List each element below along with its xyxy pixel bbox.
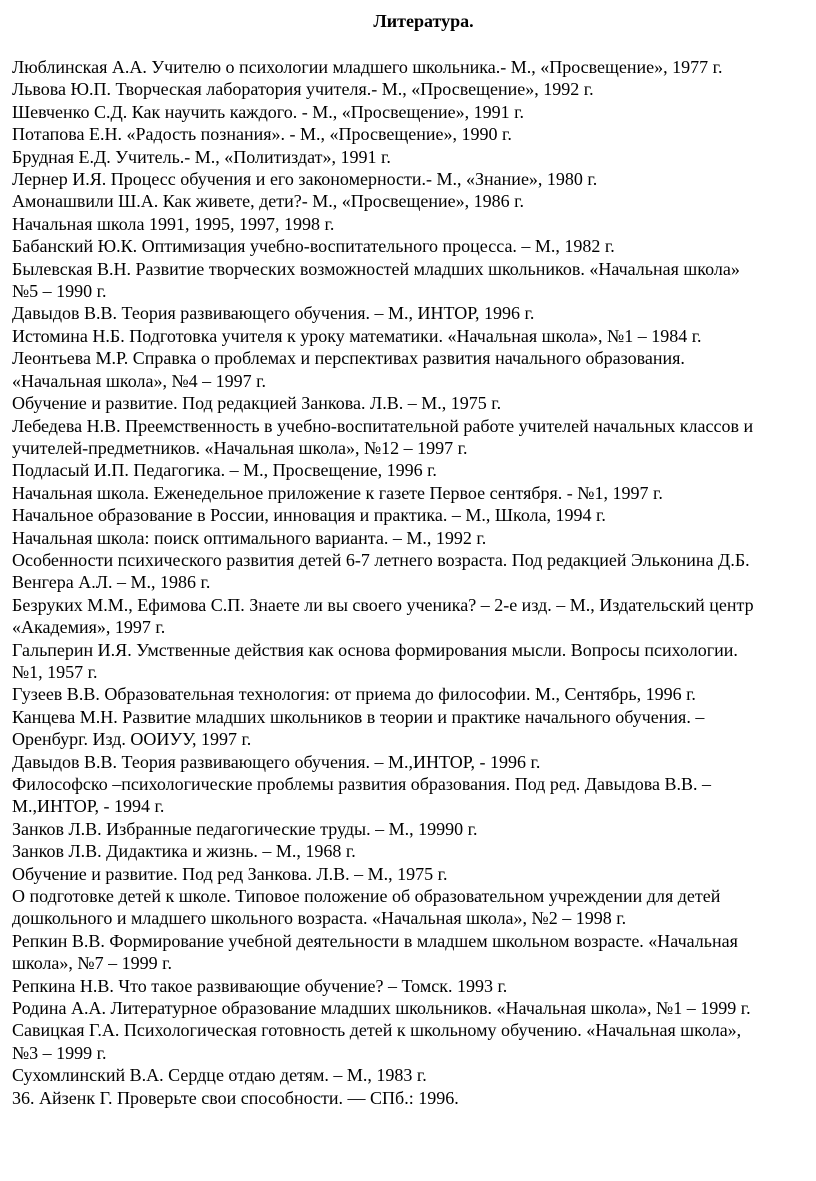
reference-line: Подласый И.П. Педагогика. – М., Просвещение, 1996 г. xyxy=(12,460,437,481)
reference-item xyxy=(12,347,816,392)
reference-continuation-line: М.,ИНТОР, - 1994 г. xyxy=(12,796,165,817)
reference-continuation-line: дошкольного и младшего школьного возраста. «Начальная школа», №2 – 1998 г. xyxy=(12,908,627,929)
reference-item xyxy=(12,482,816,504)
reference-item xyxy=(12,885,816,930)
reference-line: Особенности психического развития детей 6-7 летнего возраста. Под редакцией Эльконина Д.Б. xyxy=(12,549,750,570)
reference-item xyxy=(12,930,816,975)
reference-line: Канцева М.Н. Развитие младших школьников в теории и практике начального обучения. – xyxy=(12,706,705,727)
reference-line: Былевская В.Н. Развитие творческих возможностей младших школьников. «Начальная школа» xyxy=(12,258,740,279)
reference-continuation-line: №3 – 1999 г. xyxy=(12,1042,107,1063)
page-title: Литература. xyxy=(373,11,474,31)
reference-line: Философско –психологические проблемы развития образования. Под ред. Давыдова В.В. – xyxy=(12,774,712,794)
reference-line: Амонашвили Ш.А. Как живете, дети?- М., «Просвещение», 1986 г. xyxy=(12,191,524,212)
reference-item xyxy=(12,773,816,818)
reference-line: Леонтьева М.Р. Справка о проблемах и перспективах развития начального образования. xyxy=(12,348,685,369)
reference-item xyxy=(12,527,816,549)
reference-item xyxy=(12,235,816,257)
reference-item xyxy=(12,101,816,123)
reference-line: Львова Ю.П. Творческая лаборатория учителя.- М., «Просвещение», 1992 г. xyxy=(12,79,594,100)
reference-line: Родина А.А. Литературное образование младших школьников. «Начальная школа», №1 – 1999 г. xyxy=(12,998,751,1019)
reference-continuation-line: «Академия», 1997 г. xyxy=(12,617,166,638)
reference-continuation-line: №5 – 1990 г. xyxy=(12,281,107,302)
reference-line: Гальперин И.Я. Умственные действия как основа формирования мысли. Вопросы психологии. xyxy=(12,639,738,660)
reference-line: Лернер И.Я. Процесс обучения и его закономерности.- М., «Знание», 1980 г. xyxy=(12,169,598,190)
reference-line: Потапова Е.Н. «Радость познания». - М., «Просвещение», 1990 г. xyxy=(12,124,512,145)
reference-line: Начальное образование в России, инновация и практика. – М., Школа, 1994 г. xyxy=(12,505,606,526)
reference-item xyxy=(12,504,816,526)
reference-line: Люблинская А.А. Учителю о психологии младшего школьника.- М., «Просвещение», 1977 г. xyxy=(12,57,723,77)
reference-item xyxy=(12,1087,816,1109)
reference-item xyxy=(12,123,816,145)
reference-line: Сухомлинский В.А. Сердце отдаю детям. – М., 1983 г. xyxy=(12,1065,427,1086)
reference-continuation-line: «Начальная школа», №4 – 1997 г. xyxy=(12,370,267,391)
reference-continuation-line: учителей-предметников. «Начальная школа», №12 – 1997 г. xyxy=(12,437,468,458)
reference-line: Истомина Н.Б. Подготовка учителя к уроку математики. «Начальная школа», №1 – 1984 г. xyxy=(12,325,702,346)
reference-item xyxy=(12,706,816,751)
reference-item xyxy=(12,997,816,1019)
reference-item xyxy=(12,863,816,885)
reference-line: Савицкая Г.А. Психологическая готовность детей к школьному обучению. «Начальная школа», xyxy=(12,1020,742,1041)
reference-item xyxy=(12,840,816,862)
reference-item xyxy=(12,392,816,414)
reference-item xyxy=(12,1064,816,1086)
reference-list xyxy=(12,56,816,1109)
reference-line: Гузеев В.В. Образовательная технология: от приема до философии. М., Сентябрь, 1996 г. xyxy=(12,684,696,705)
reference-item xyxy=(12,549,816,594)
reference-line: Шевченко С.Д. Как научить каждого. - М., «Просвещение», 1991 г. xyxy=(12,101,524,122)
reference-line: Обучение и развитие. Под ред Занкова. Л.В. – М., 1975 г. xyxy=(12,863,448,884)
reference-line: 36. Айзенк Г. Проверьте свои способности. — СПб.: 1996. xyxy=(12,1087,459,1108)
reference-item xyxy=(12,459,816,481)
reference-line: Обучение и развитие. Под редакцией Занкова. Л.В. – М., 1975 г. xyxy=(12,393,502,414)
reference-line: Начальная школа 1991, 1995, 1997, 1998 г. xyxy=(12,213,335,234)
reference-item xyxy=(12,639,816,684)
reference-line: Репкин В.В. Формирование учебной деятельности в младшем школьном возрасте. «Начальная xyxy=(12,930,738,951)
reference-line: Занков Л.В. Избранные педагогические труды. – М., 19990 г. xyxy=(12,818,478,839)
reference-item xyxy=(12,258,816,303)
reference-line: Начальная школа: поиск оптимального варианта. – М., 1992 г. xyxy=(12,527,487,548)
reference-item xyxy=(12,325,816,347)
reference-item xyxy=(12,818,816,840)
reference-line: Занков Л.В. Дидактика и жизнь. – М., 1968 г. xyxy=(12,841,356,862)
reference-continuation-line: №1, 1957 г. xyxy=(12,661,98,682)
reference-line: Лебедева Н.В. Преемственность в учебно-воспитательной работе учителей начальных классов и xyxy=(12,415,754,436)
reference-line: Брудная Е.Д. Учитель.- М., «Политиздат», 1991 г. xyxy=(12,146,391,167)
reference-item xyxy=(12,168,816,190)
reference-line: Начальная школа. Еженедельное приложение к газете Первое сентября. - №1, 1997 г. xyxy=(12,482,663,503)
reference-item xyxy=(12,683,816,705)
reference-line: Безруких М.М., Ефимова С.П. Знаете ли вы своего ученика? – 2-е изд. – М., Издательский центр xyxy=(12,594,754,615)
reference-continuation-line: школа», №7 – 1999 г. xyxy=(12,953,172,974)
reference-line: О подготовке детей к школе. Типовое положение об образовательном учреждении для детей xyxy=(12,886,721,907)
reference-item xyxy=(12,190,816,212)
reference-item xyxy=(12,78,816,100)
reference-item xyxy=(12,975,816,997)
reference-item xyxy=(12,213,816,235)
reference-item xyxy=(12,751,816,773)
reference-item xyxy=(12,56,816,78)
reference-line: Давыдов В.В. Теория развивающего обучения. – М., ИНТОР, 1996 г. xyxy=(12,303,535,324)
reference-continuation-line: Оренбург. Изд. ООИУУ, 1997 г. xyxy=(12,729,252,750)
reference-item xyxy=(12,302,816,324)
reference-line: Давыдов В.В. Теория развивающего обучения. – М.,ИНТОР, - 1996 г. xyxy=(12,751,541,772)
reference-item xyxy=(12,415,816,460)
reference-item xyxy=(12,594,816,639)
reference-item xyxy=(12,1019,816,1064)
reference-continuation-line: Венгера А.Л. – М., 1986 г. xyxy=(12,572,211,593)
reference-line: Бабанский Ю.К. Оптимизация учебно-воспитательного процесса. – М., 1982 г. xyxy=(12,236,615,257)
reference-line: Репкина Н.В. Что такое развивающие обучение? – Томск. 1993 г. xyxy=(12,975,508,996)
reference-item xyxy=(12,146,816,168)
